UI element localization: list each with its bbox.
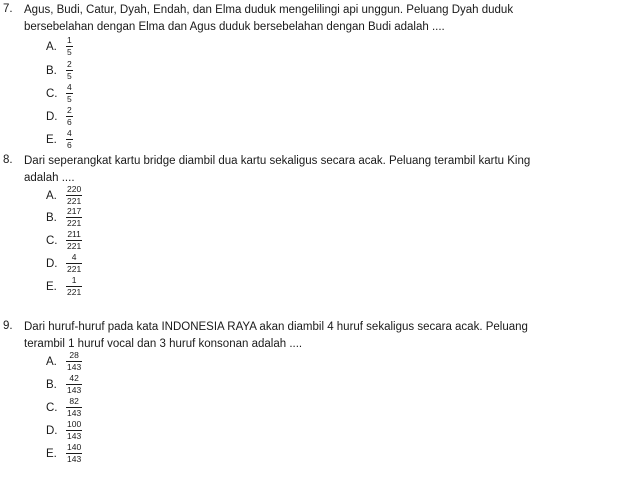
option-label: C.	[46, 235, 58, 247]
numerator: 4	[71, 252, 77, 262]
question-line-2: terambil 1 huruf vocal dan 3 huruf konsonan adalah ....	[24, 338, 303, 350]
fraction	[66, 230, 82, 251]
option-label: E.	[46, 134, 57, 146]
option-label: A.	[46, 41, 57, 53]
question-line-1: Dari seperangkat kartu bridge diambil dua kartu sekaligus secara acak. Peluang terambil kartu King	[24, 155, 531, 167]
denominator: 5	[67, 94, 72, 104]
fraction	[66, 397, 82, 418]
option-label: D.	[46, 258, 58, 270]
denominator: 143	[67, 408, 82, 418]
fraction	[66, 36, 73, 57]
fraction	[66, 83, 73, 104]
numerator: 1	[67, 35, 72, 45]
fraction	[66, 106, 73, 127]
question-number: 9.	[3, 320, 13, 332]
numerator: 140	[67, 442, 82, 452]
question-number: 8.	[3, 154, 13, 166]
denominator: 221	[67, 241, 82, 251]
option-label: B.	[46, 379, 57, 391]
denominator: 221	[67, 264, 82, 274]
question-number: 7.	[3, 3, 13, 15]
option-label: D.	[46, 111, 58, 123]
numerator: 2	[67, 59, 72, 69]
numerator: 42	[69, 373, 79, 383]
denominator: 5	[67, 71, 72, 81]
option-label: E.	[46, 281, 57, 293]
numerator: 220	[67, 184, 82, 194]
fraction	[66, 60, 73, 81]
question-line-2: bersebelahan dengan Elma dan Agus duduk bersebelahan dengan Budi adalah ....	[24, 21, 445, 33]
fraction	[66, 129, 73, 150]
numerator: 82	[69, 396, 79, 406]
numerator: 1	[71, 275, 77, 285]
question-text	[24, 153, 588, 187]
numerator: 4	[67, 128, 72, 138]
denominator: 221	[67, 218, 82, 228]
numerator: 2	[67, 105, 72, 115]
option-label: A.	[46, 190, 57, 202]
fraction	[66, 185, 82, 206]
denominator: 221	[67, 287, 82, 297]
question-text	[24, 319, 588, 353]
denominator: 143	[67, 454, 82, 464]
fraction	[66, 253, 82, 274]
numerator: 217	[67, 206, 82, 216]
question-line-1: Agus, Budi, Catur, Dyah, Endah, dan Elma duduk mengelilingi api unggun. Peluang Dyah duduk	[24, 4, 514, 16]
denominator: 6	[67, 117, 72, 127]
denominator: 143	[67, 362, 82, 372]
denominator: 6	[67, 140, 72, 150]
denominator: 143	[67, 431, 82, 441]
question-line-2: adalah ....	[24, 172, 75, 184]
option-label: D.	[46, 425, 58, 437]
option-label: B.	[46, 65, 57, 77]
fraction	[66, 207, 82, 228]
numerator: 100	[67, 419, 82, 429]
numerator: 211	[67, 229, 81, 239]
fraction	[66, 443, 82, 464]
fraction	[66, 351, 82, 372]
option-label: B.	[46, 212, 57, 224]
denominator: 221	[67, 196, 82, 206]
numerator: 28	[69, 350, 79, 360]
numerator: 4	[67, 82, 72, 92]
option-label: C.	[46, 88, 58, 100]
fraction	[66, 374, 82, 395]
question-line-1: Dari huruf-huruf pada kata INDONESIA RAYA akan diambil 4 huruf sekaligus secara acak. Peluang	[24, 321, 528, 333]
fraction	[66, 420, 82, 441]
question-text	[24, 2, 588, 36]
denominator: 5	[67, 47, 72, 57]
fraction	[66, 276, 82, 297]
option-label: A.	[46, 356, 57, 368]
option-label: E.	[46, 448, 57, 460]
option-label: C.	[46, 402, 58, 414]
denominator: 143	[67, 385, 82, 395]
